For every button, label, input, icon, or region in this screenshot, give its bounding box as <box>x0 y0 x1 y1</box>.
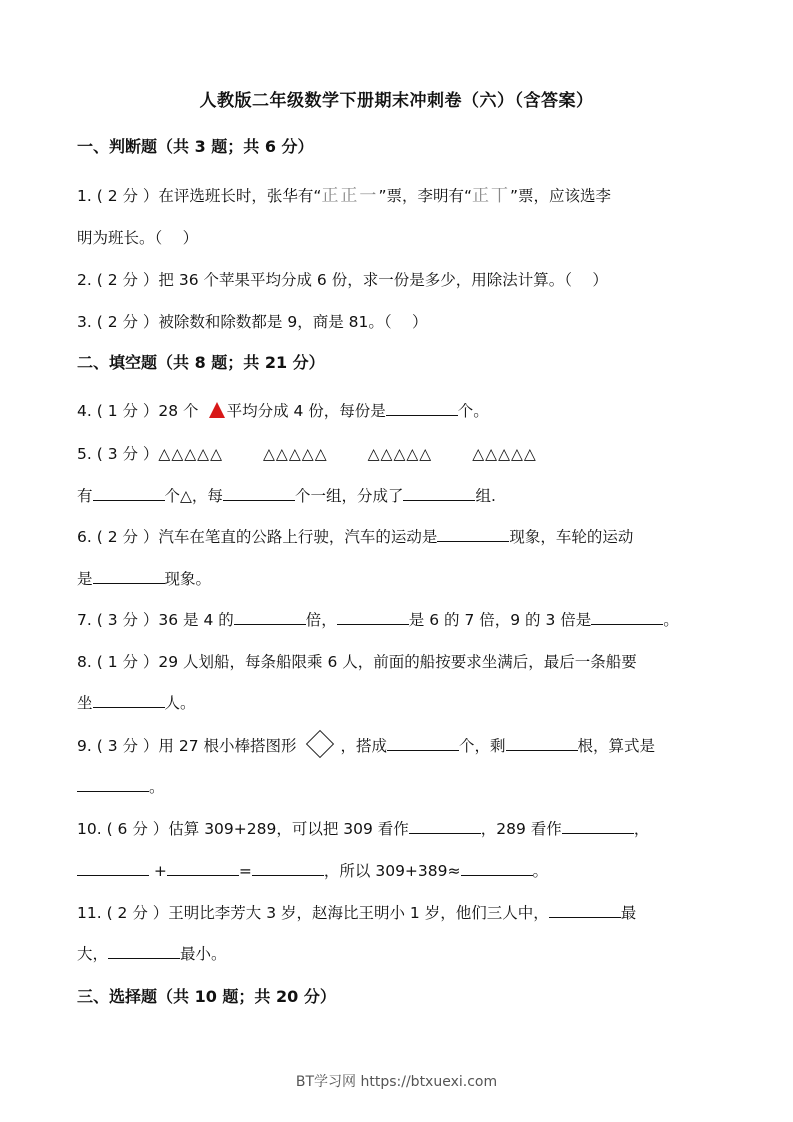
q11-text: 11. ( 2 分 ）王明比李芳大 3 岁，赵海比王明小 1 岁，他们三人中， <box>77 904 549 922</box>
answer-blank[interactable] <box>77 776 149 792</box>
q4-suffix: 个。 <box>457 402 489 420</box>
answer-blank[interactable] <box>437 526 509 542</box>
q10-text: ，289 看作 <box>480 820 562 838</box>
q5-text: 组. <box>475 487 496 505</box>
q11-text: 最小。 <box>180 945 227 963</box>
question-1-line-1 <box>77 185 611 207</box>
tally-marks-liming: 正丅 <box>472 186 510 206</box>
q10-text: = <box>238 862 252 880</box>
question-5-line-1 <box>77 443 537 465</box>
q7-text: 倍， <box>305 611 337 629</box>
question-2: 2. ( 2 分 ）把 36 个苹果平均分成 6 份，求一份是多少，用除法计算。（ ） <box>77 271 608 289</box>
answer-blank[interactable] <box>409 818 481 834</box>
q5-prefix: 5. ( 3 分 ） <box>77 445 159 463</box>
q1-mid: ”票，李明有“ <box>378 187 472 205</box>
answer-blank[interactable] <box>77 860 149 876</box>
q6-text: 是 <box>77 570 93 588</box>
section-heading-choice: 三、选择题（共 10 题；共 20 分） <box>77 987 336 1006</box>
answer-blank[interactable] <box>234 609 306 625</box>
triangle-group: △△△△△ <box>158 445 224 463</box>
answer-blank[interactable] <box>591 609 663 625</box>
q11-text: 大， <box>77 945 109 963</box>
q6-text: 现象。 <box>164 570 212 588</box>
diamond-shape-icon <box>306 730 334 758</box>
question-8-line-2 <box>77 692 196 714</box>
q4-mid: 平均分成 4 份，每份是 <box>226 402 386 420</box>
q11-text: 最 <box>620 904 637 922</box>
triangle-group: △△△△△ <box>367 445 433 463</box>
q7-text: 7. ( 3 分 ）36 是 4 的 <box>77 611 234 629</box>
page-title: 人教版二年级数学下册期末冲刺卷（六）（含答案） <box>199 91 594 111</box>
question-6-line-2 <box>77 568 211 590</box>
question-10-line-1 <box>77 818 649 840</box>
q10-text: + <box>149 862 167 880</box>
q9-text: ，搭成 <box>340 737 387 755</box>
question-11-line-2 <box>77 943 227 965</box>
q5-text: 个△，每 <box>164 487 223 505</box>
q9-text: 根，算式是 <box>577 737 656 755</box>
question-7 <box>77 609 679 631</box>
question-9-line-2 <box>77 776 165 798</box>
footer-watermark: BT学习网 https://btxuexi.com <box>295 1074 498 1090</box>
question-4 <box>77 400 489 422</box>
q5-text: 有 <box>77 487 93 505</box>
answer-blank[interactable] <box>93 485 165 501</box>
q9-text: 9. ( 3 分 ）用 27 根小棒搭图形 <box>77 737 297 755</box>
q10-text: ， <box>633 820 650 838</box>
question-5-line-2 <box>77 485 496 507</box>
q1-prefix: 1. ( 2 分 ）在评选班长时，张华有“ <box>77 187 322 205</box>
q10-text: 10. ( 6 分 ）估算 309+289，可以把 309 看作 <box>77 820 409 838</box>
answer-blank[interactable] <box>562 818 634 834</box>
question-3: 3. ( 2 分 ）被除数和除数都是 9，商是 81。（ ） <box>77 313 428 331</box>
q6-text: 现象，车轮的运动 <box>509 528 634 546</box>
q7-text: 是 6 的 7 倍，9 的 3 倍是 <box>408 611 592 629</box>
answer-blank[interactable] <box>108 943 180 959</box>
section-heading-fill-blank: 二、填空题（共 8 题；共 21 分） <box>77 353 325 372</box>
answer-blank[interactable] <box>93 568 165 584</box>
triangle-group: △△△△△ <box>472 445 537 463</box>
answer-blank[interactable] <box>403 485 475 501</box>
answer-blank[interactable] <box>252 860 324 876</box>
answer-blank[interactable] <box>93 692 165 708</box>
question-10-line-2 <box>77 860 548 882</box>
question-1-line-2: 明为班长。（ ） <box>77 229 199 247</box>
q5-text: 个一组，分成了 <box>294 487 404 505</box>
question-8-line-1: 8. ( 1 分 ）29 人划船，每条船限乘 6 人，前面的船按要求坐满后，最后一条船要 <box>77 653 637 671</box>
triangle-group: △△△△△ <box>263 445 328 463</box>
q8-text: 坐 <box>77 694 93 712</box>
q10-text: ，所以 309+389≈ <box>323 862 461 880</box>
question-6-line-1 <box>77 526 633 548</box>
q4-prefix: 4. ( 1 分 ）28 个 <box>77 402 199 420</box>
q10-text: 。 <box>532 862 549 880</box>
answer-blank[interactable] <box>167 860 239 876</box>
tally-marks-zhanghua: 正正一 <box>321 186 379 206</box>
q7-text: 。 <box>663 611 679 629</box>
q9-text: 。 <box>149 778 165 796</box>
section-heading-judgment: 一、判断题（共 3 题；共 6 分） <box>77 137 314 156</box>
question-11-line-1 <box>77 902 636 924</box>
q8-text: 人。 <box>164 694 196 712</box>
red-triangle-icon <box>209 402 225 418</box>
answer-blank[interactable] <box>223 485 295 501</box>
answer-blank[interactable] <box>506 735 578 751</box>
q1-suffix: ”票，应该选李 <box>510 187 612 205</box>
answer-blank[interactable] <box>387 735 459 751</box>
q9-text: 个，剩 <box>459 737 506 755</box>
answer-blank[interactable] <box>461 860 533 876</box>
question-9-line-1 <box>77 734 655 757</box>
answer-blank[interactable] <box>549 902 621 918</box>
answer-blank[interactable] <box>337 609 409 625</box>
q6-text: 6. ( 2 分 ）汽车在笔直的公路上行驶，汽车的运动是 <box>77 528 438 546</box>
answer-blank[interactable] <box>386 400 458 416</box>
